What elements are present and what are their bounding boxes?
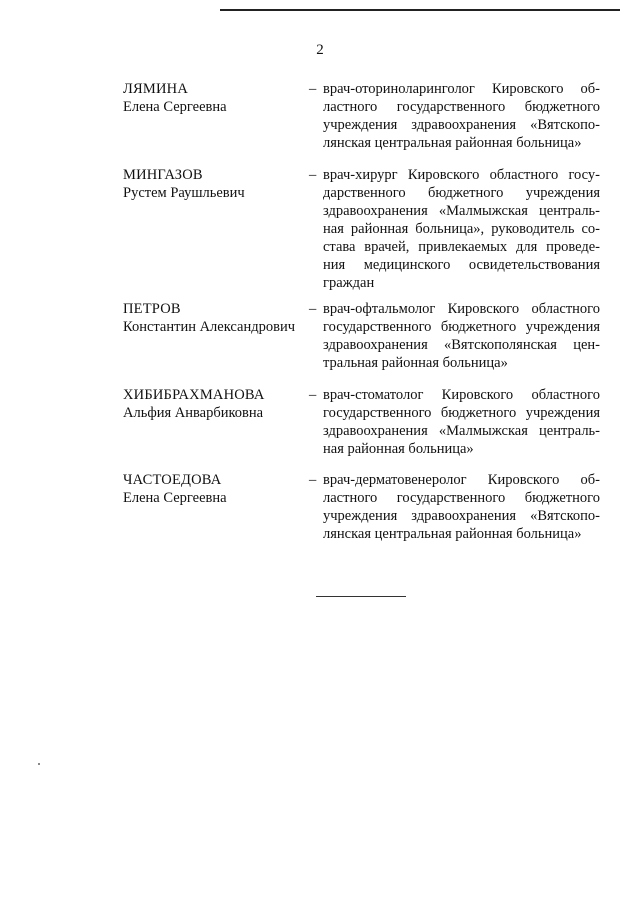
desc-line: врач-дерматовенеролог Кировского об- [323,472,600,488]
desc-line: граждан [323,275,375,291]
surname: ХИБИБРАХМАНОВА [123,387,265,403]
given-names: Елена Сергеевна [123,99,227,115]
desc-line: врач-стоматолог Кировского областного [323,387,600,403]
closing-rule [316,596,406,597]
desc-line: здравоохранения «Малмыжская централь- [323,203,600,219]
scan-speck [38,763,40,765]
dash: – [309,167,317,183]
surname: ЧАСТОЕДОВА [123,472,222,488]
given-names: Альфия Анварбиковна [123,405,264,421]
desc-line: дарственного бюджетного учреждения [323,185,600,201]
header-rule [220,9,620,11]
desc-line: ния медицинского освидетельствования [323,257,600,273]
position-description [323,300,600,372]
desc-line: государственного бюджетного учреждения [323,319,600,335]
desc-line: здравоохранения «Малмыжская централь- [323,423,600,439]
desc-line: ная районная больница» [323,441,474,457]
desc-line: лянская центральная районная больница» [323,135,582,151]
desc-line: тральная районная больница» [323,355,508,371]
desc-line: врач-хирург Кировского областного госу- [323,167,600,183]
given-names: Елена Сергеевна [123,490,227,506]
desc-line: учреждения здравоохранения «Вятскопо- [323,117,600,133]
person-name [123,300,308,336]
dash: – [309,387,317,403]
desc-line: учреждения здравоохранения «Вятскопо- [323,508,600,524]
desc-line: государственного бюджетного учреждения [323,405,600,421]
person-name [123,471,308,507]
desc-line: ластного государственного бюджетного [323,99,600,115]
position-description [323,386,600,458]
desc-line: здравоохранения «Вятскополянская цен- [323,337,600,353]
desc-line: става врачей, привлекаемых для проведе- [323,239,600,255]
given-names: Рустем Раушльевич [123,185,245,201]
person-name [123,166,308,202]
dash: – [309,301,317,317]
desc-line: ластного государственного бюджетного [323,490,600,506]
position-description [323,80,600,152]
position-description [323,471,600,543]
surname: ПЕТРОВ [123,301,181,317]
position-description [323,166,600,292]
person-name [123,80,308,116]
surname: МИНГАЗОВ [123,167,203,183]
page-number: 2 [316,42,324,58]
desc-line: врач-оториноларинголог Кировского об- [323,81,600,97]
dash: – [309,81,317,97]
desc-line: врач-офтальмолог Кировского областного [323,301,600,317]
desc-line: лянская центральная районная больница» [323,526,582,542]
desc-line: ная районная больница», руководитель со- [323,221,600,237]
given-names: Константин Александрович [123,319,295,335]
surname: ЛЯМИНА [123,81,189,97]
dash: – [309,472,317,488]
person-name [123,386,308,422]
